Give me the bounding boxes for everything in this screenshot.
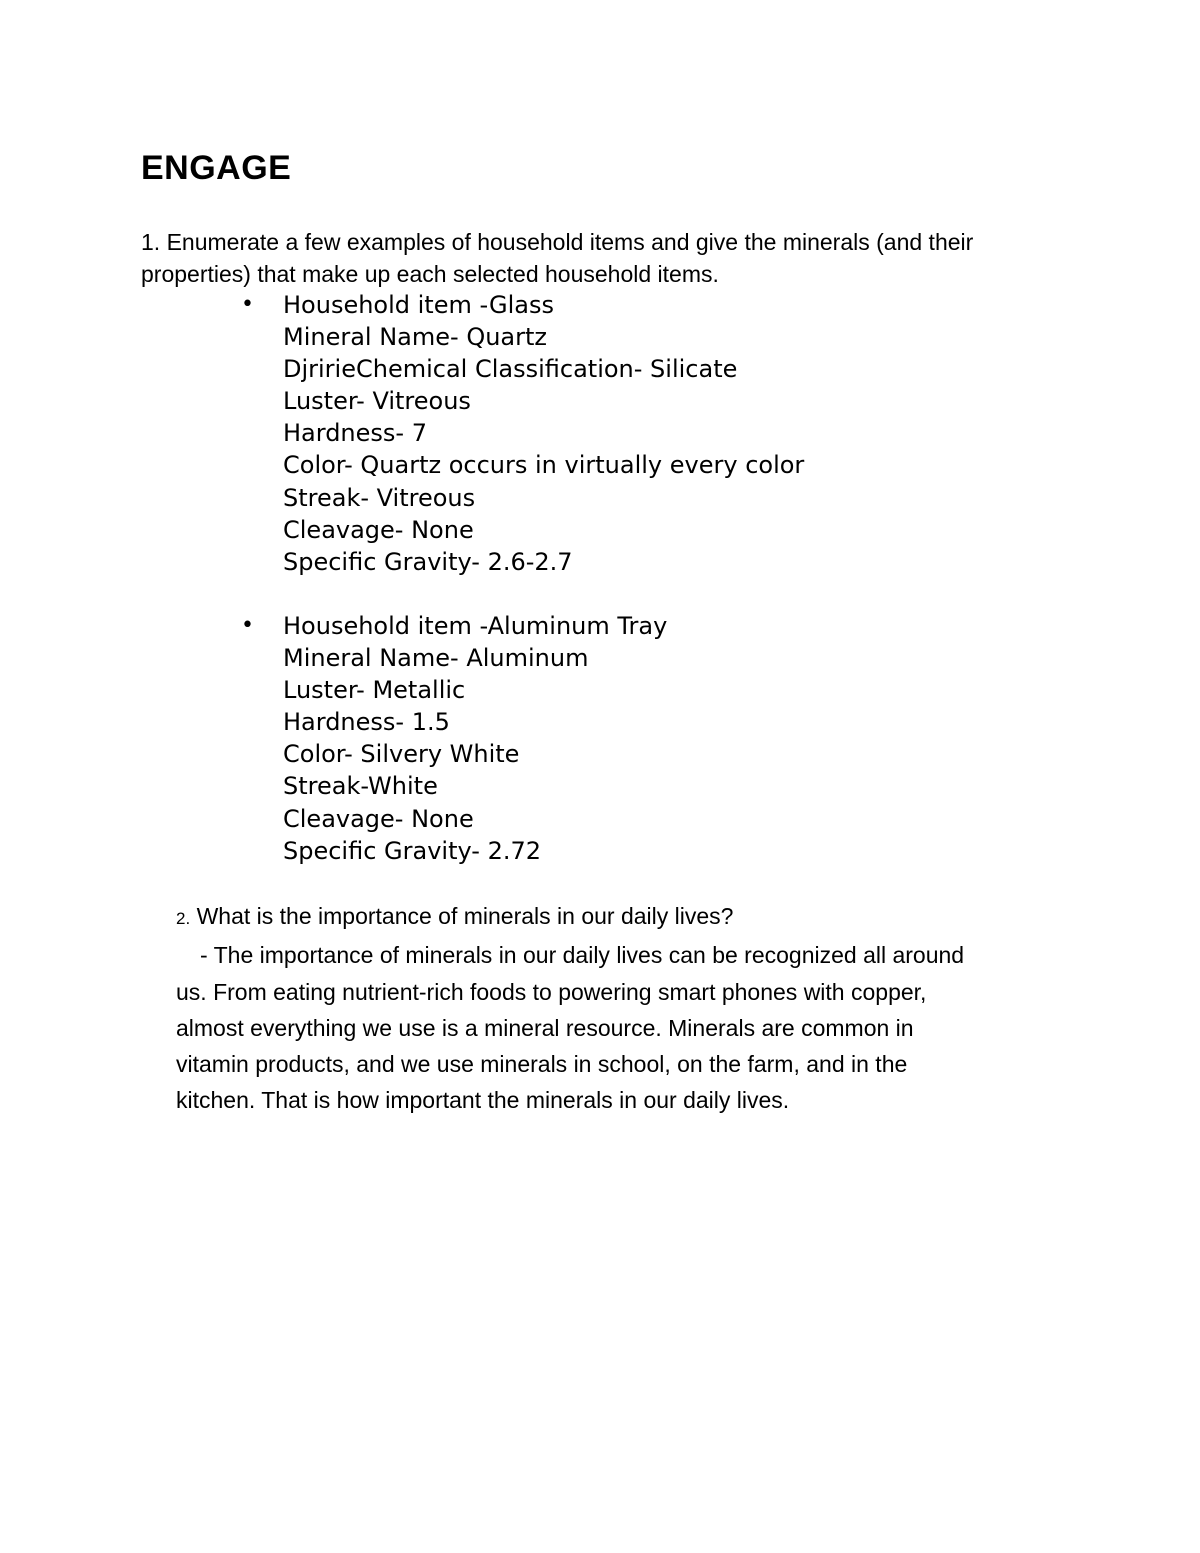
item-properties	[283, 610, 983, 867]
bullet-icon: •	[241, 613, 254, 638]
cleavage-line: Cleavage- None	[283, 515, 474, 544]
luster-line: Luster- Metallic	[283, 676, 466, 705]
color-line: Color- Silvery White	[283, 740, 520, 769]
answer-line: almost everything we use is a mineral resource. Minerals are common in	[176, 1014, 914, 1041]
question-2-prompt	[176, 898, 1076, 937]
item-name-line: Household item -Glass	[283, 291, 555, 319]
mineral-name-line: Mineral Name- Quartz	[283, 323, 547, 352]
specific-gravity-line: Specific Gravity- 2.6-2.7	[283, 547, 573, 576]
hardness-line: Hardness- 1.5	[283, 708, 450, 737]
answer-line: us. From eating nutrient-rich foods to powering smart phones with copper,	[176, 978, 927, 1005]
question-1-line-1: 1. Enumerate a few examples of household items and give the minerals (and their	[141, 229, 974, 255]
item-name-line: Household item -Aluminum Tray	[283, 612, 668, 640]
question-2-number: 2.	[176, 909, 191, 928]
streak-line: Streak- Vitreous	[283, 483, 476, 512]
question-1	[141, 226, 1081, 290]
question-2-text: What is the importance of minerals in our daily lives?	[190, 903, 734, 929]
answer-line: vitamin products, and we use minerals in school, on the farm, and in the	[176, 1051, 908, 1078]
question-2	[176, 898, 1076, 1119]
answer-line: kitchen. That is how important the minerals in our daily lives.	[176, 1087, 790, 1114]
answer-line: - The importance of minerals in our daily lives can be recognized all around	[200, 942, 965, 969]
specific-gravity-line: Specific Gravity- 2.72	[283, 836, 541, 865]
luster-line: Luster- Vitreous	[283, 387, 471, 416]
question-1-line-2: properties) that make up each selected household items.	[141, 261, 719, 287]
hardness-line: Hardness- 7	[283, 419, 427, 448]
item-properties	[283, 289, 983, 578]
mineral-name-line: Mineral Name- Aluminum	[283, 644, 589, 673]
classification-line: DjririeChemical Classification- Silicate	[283, 355, 738, 384]
streak-line: Streak-White	[283, 772, 438, 801]
color-line: Color- Quartz occurs in virtually every color	[283, 451, 805, 480]
page-heading: ENGAGE	[141, 149, 292, 187]
cleavage-line: Cleavage- None	[283, 804, 474, 833]
bullet-icon: •	[241, 292, 254, 317]
